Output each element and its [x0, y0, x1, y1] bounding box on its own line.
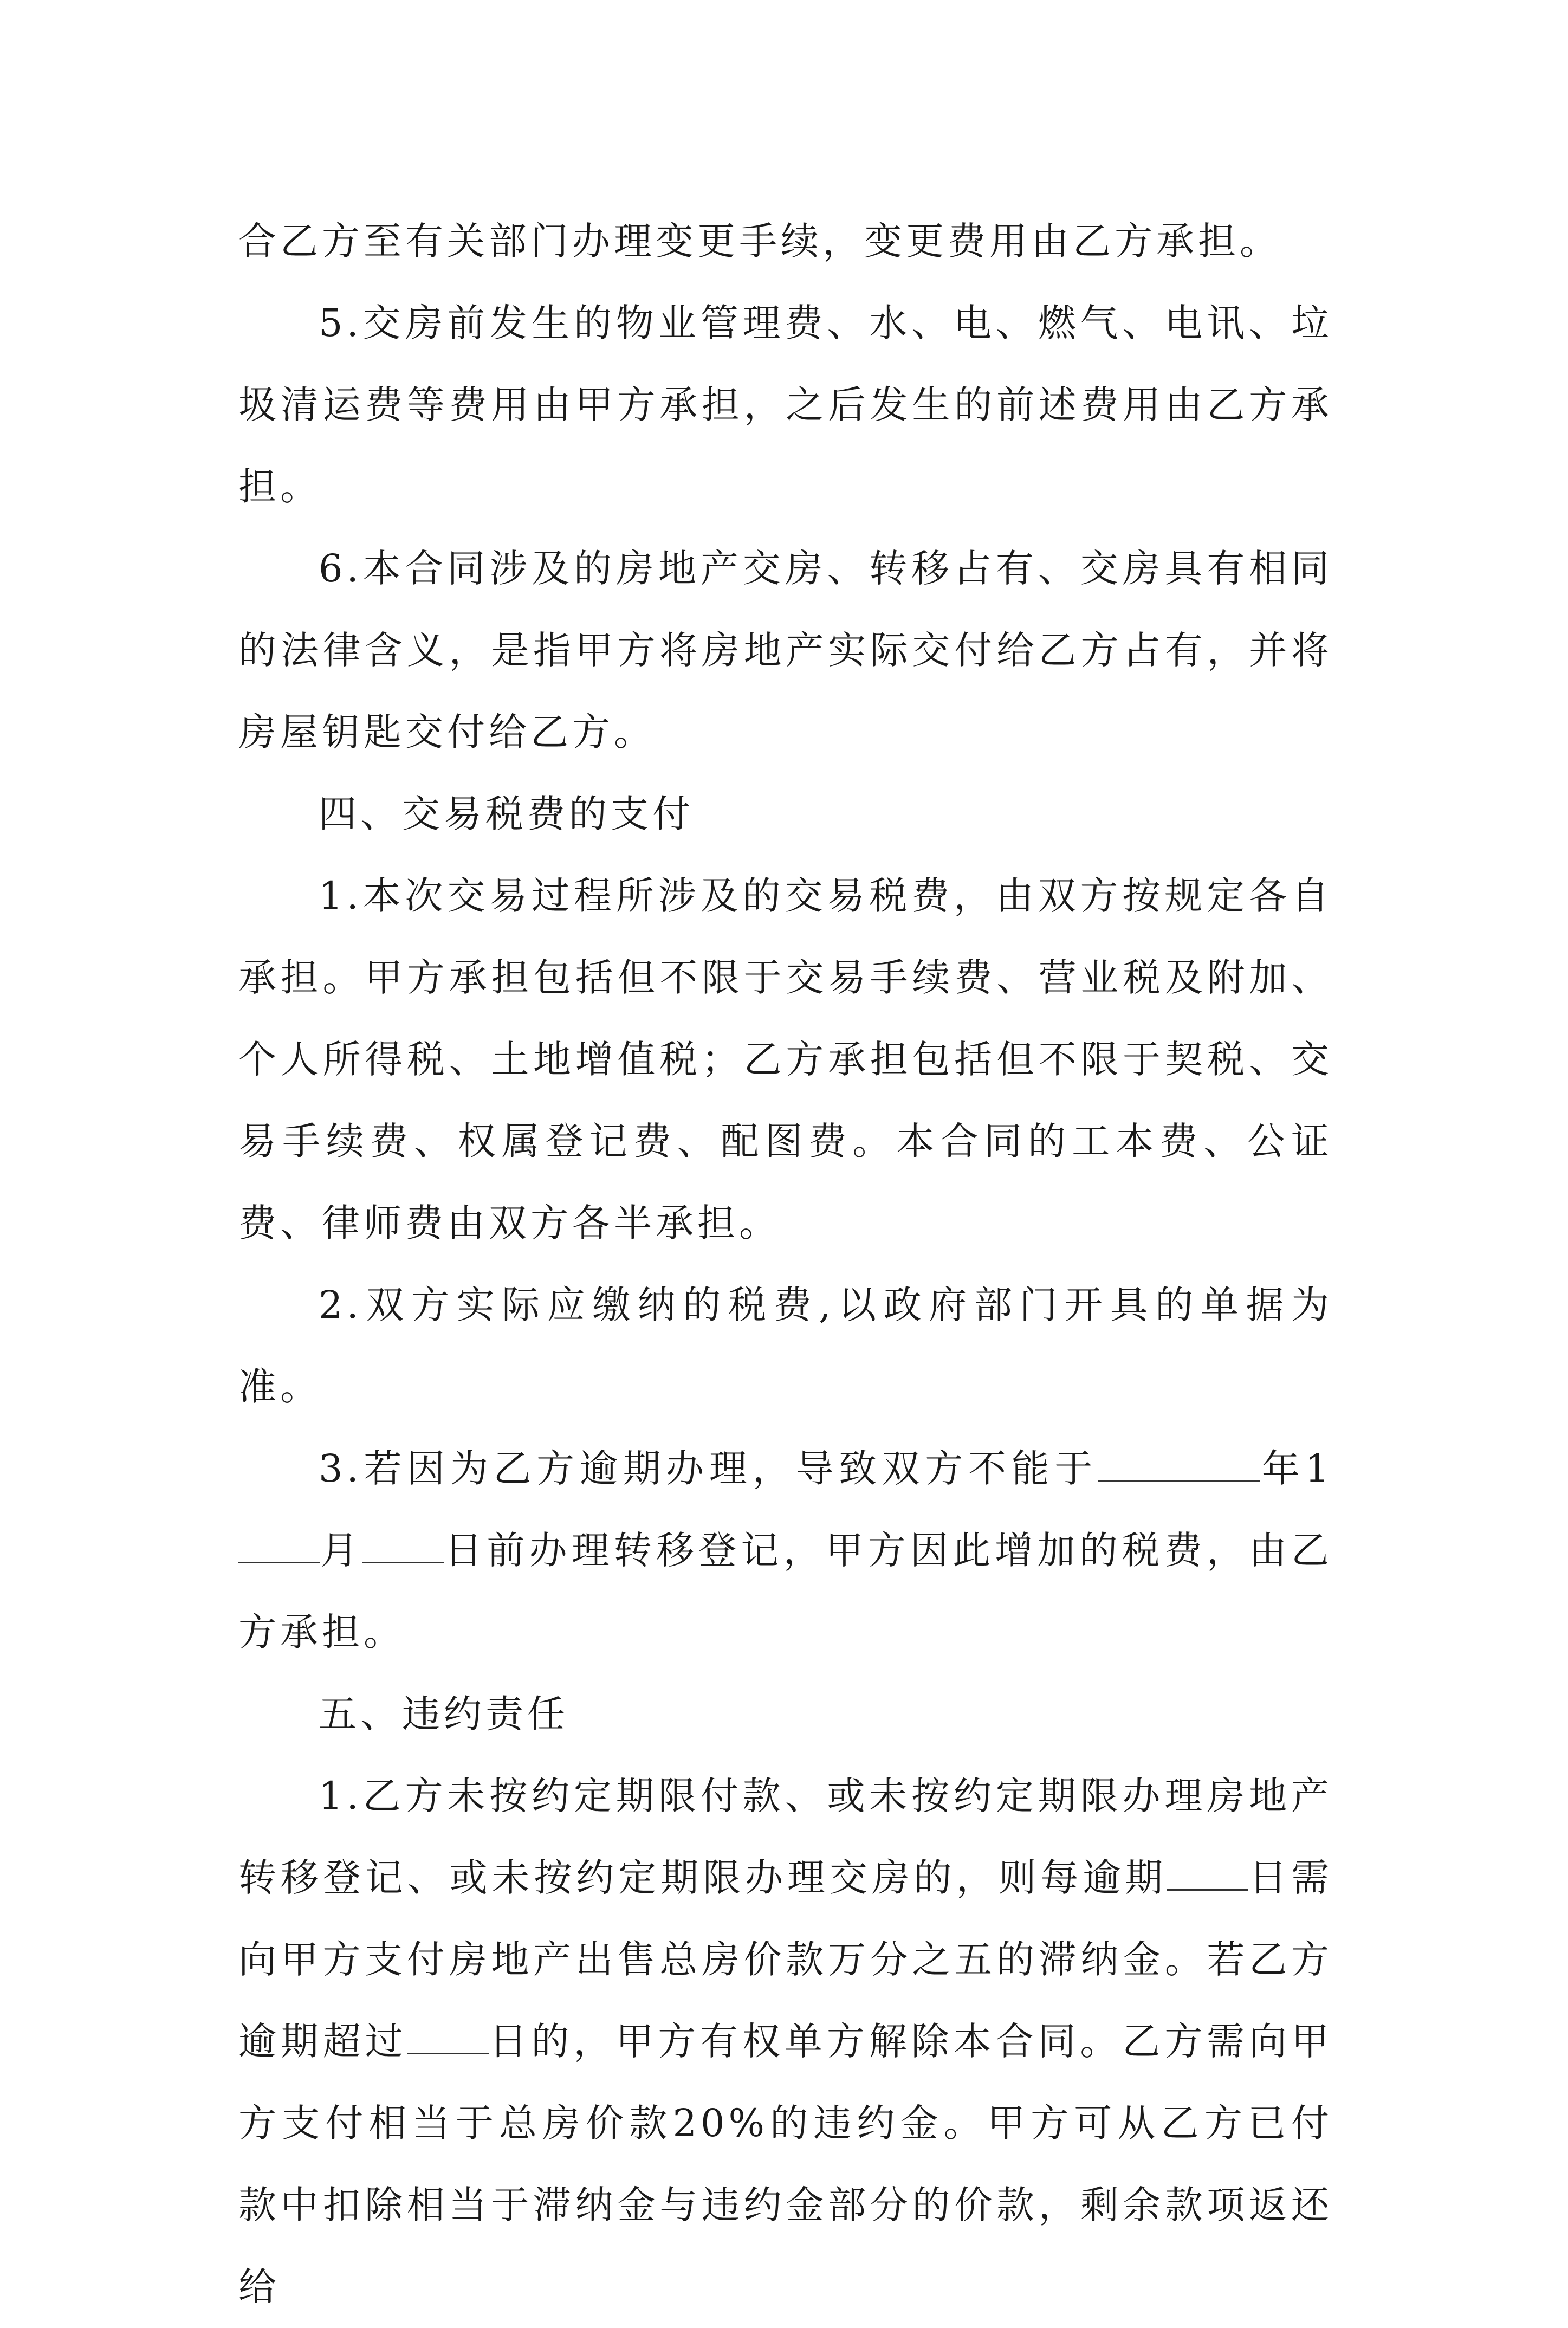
paragraph-continuation: 合乙方至有关部门办理变更手续，变更费用由乙方承担。: [238, 219, 1281, 263]
text-segment: 3.若因为乙方逾期办理，导致双方不能于: [319, 1446, 1098, 1491]
text-segment: 月: [320, 1528, 363, 1573]
fill-blank-month: [238, 1529, 320, 1563]
document-body: [238, 201, 1333, 2328]
paragraph-item-5: 5.交房前发生的物业管理费、水、电、燃气、电讯、垃圾清运费等费用由甲方承担，之后发生的前述费用由乙方承担。: [238, 301, 1333, 509]
text-segment: 年1: [1260, 1446, 1333, 1491]
fill-blank-overdue-days: [1167, 1857, 1248, 1891]
paragraph-tax-item-3: [238, 1428, 1333, 1673]
text-segment: 日前办理转移登记，甲方因此增加的税费，由乙方承担。: [238, 1528, 1333, 1654]
paragraph-item-6: 6.本合同涉及的房地产交房、转移占有、交房具有相同的法律含义，是指甲方将房地产实际交付给乙方占有，并将房屋钥匙交付给乙方。: [238, 546, 1333, 754]
paragraph-tax-item-1: 1.本次交易过程所涉及的交易税费，由双方按规定各自承担。甲方承担包括但不限于交易手续费、营业税及附加、个人所得税、土地增值税；乙方承担包括但不限于契税、交易手续费、权属登记费、配图费。本合同的工本费、公证费、律师费由双方各半承担。: [238, 874, 1333, 1245]
text-segment: 日的，甲方有权单方解除本合同。乙方需向甲方支付相当于总房价款20%的违约金。甲方可从乙方已付款中扣除相当于滞纳金与违约金部分的价款，剩余款项返还给: [238, 2019, 1333, 2309]
paragraph-tax-item-2: 2.双方实际应缴纳的税费,以政府部门开具的单据为准。: [238, 1283, 1333, 1409]
fill-blank-year: [1098, 1447, 1260, 1482]
text-segment: 1.乙方未按约定期限付款、或未按约定期限办理房地产转移登记、或未按约定期限办理交房的，则每逾期: [238, 1774, 1333, 1900]
section-heading-liability: 五、违约责任: [319, 1692, 569, 1736]
text-segment: 日需向甲方支付房地产出售总房价款万分之五的滞纳金。若乙方逾期超过: [238, 1855, 1333, 2064]
fill-blank-overdue-limit-days: [407, 2020, 489, 2054]
fill-blank-day: [362, 1529, 444, 1563]
section-heading-tax: 四、交易税费的支付: [319, 792, 694, 836]
paragraph-liability-item-1: [238, 1755, 1333, 2328]
